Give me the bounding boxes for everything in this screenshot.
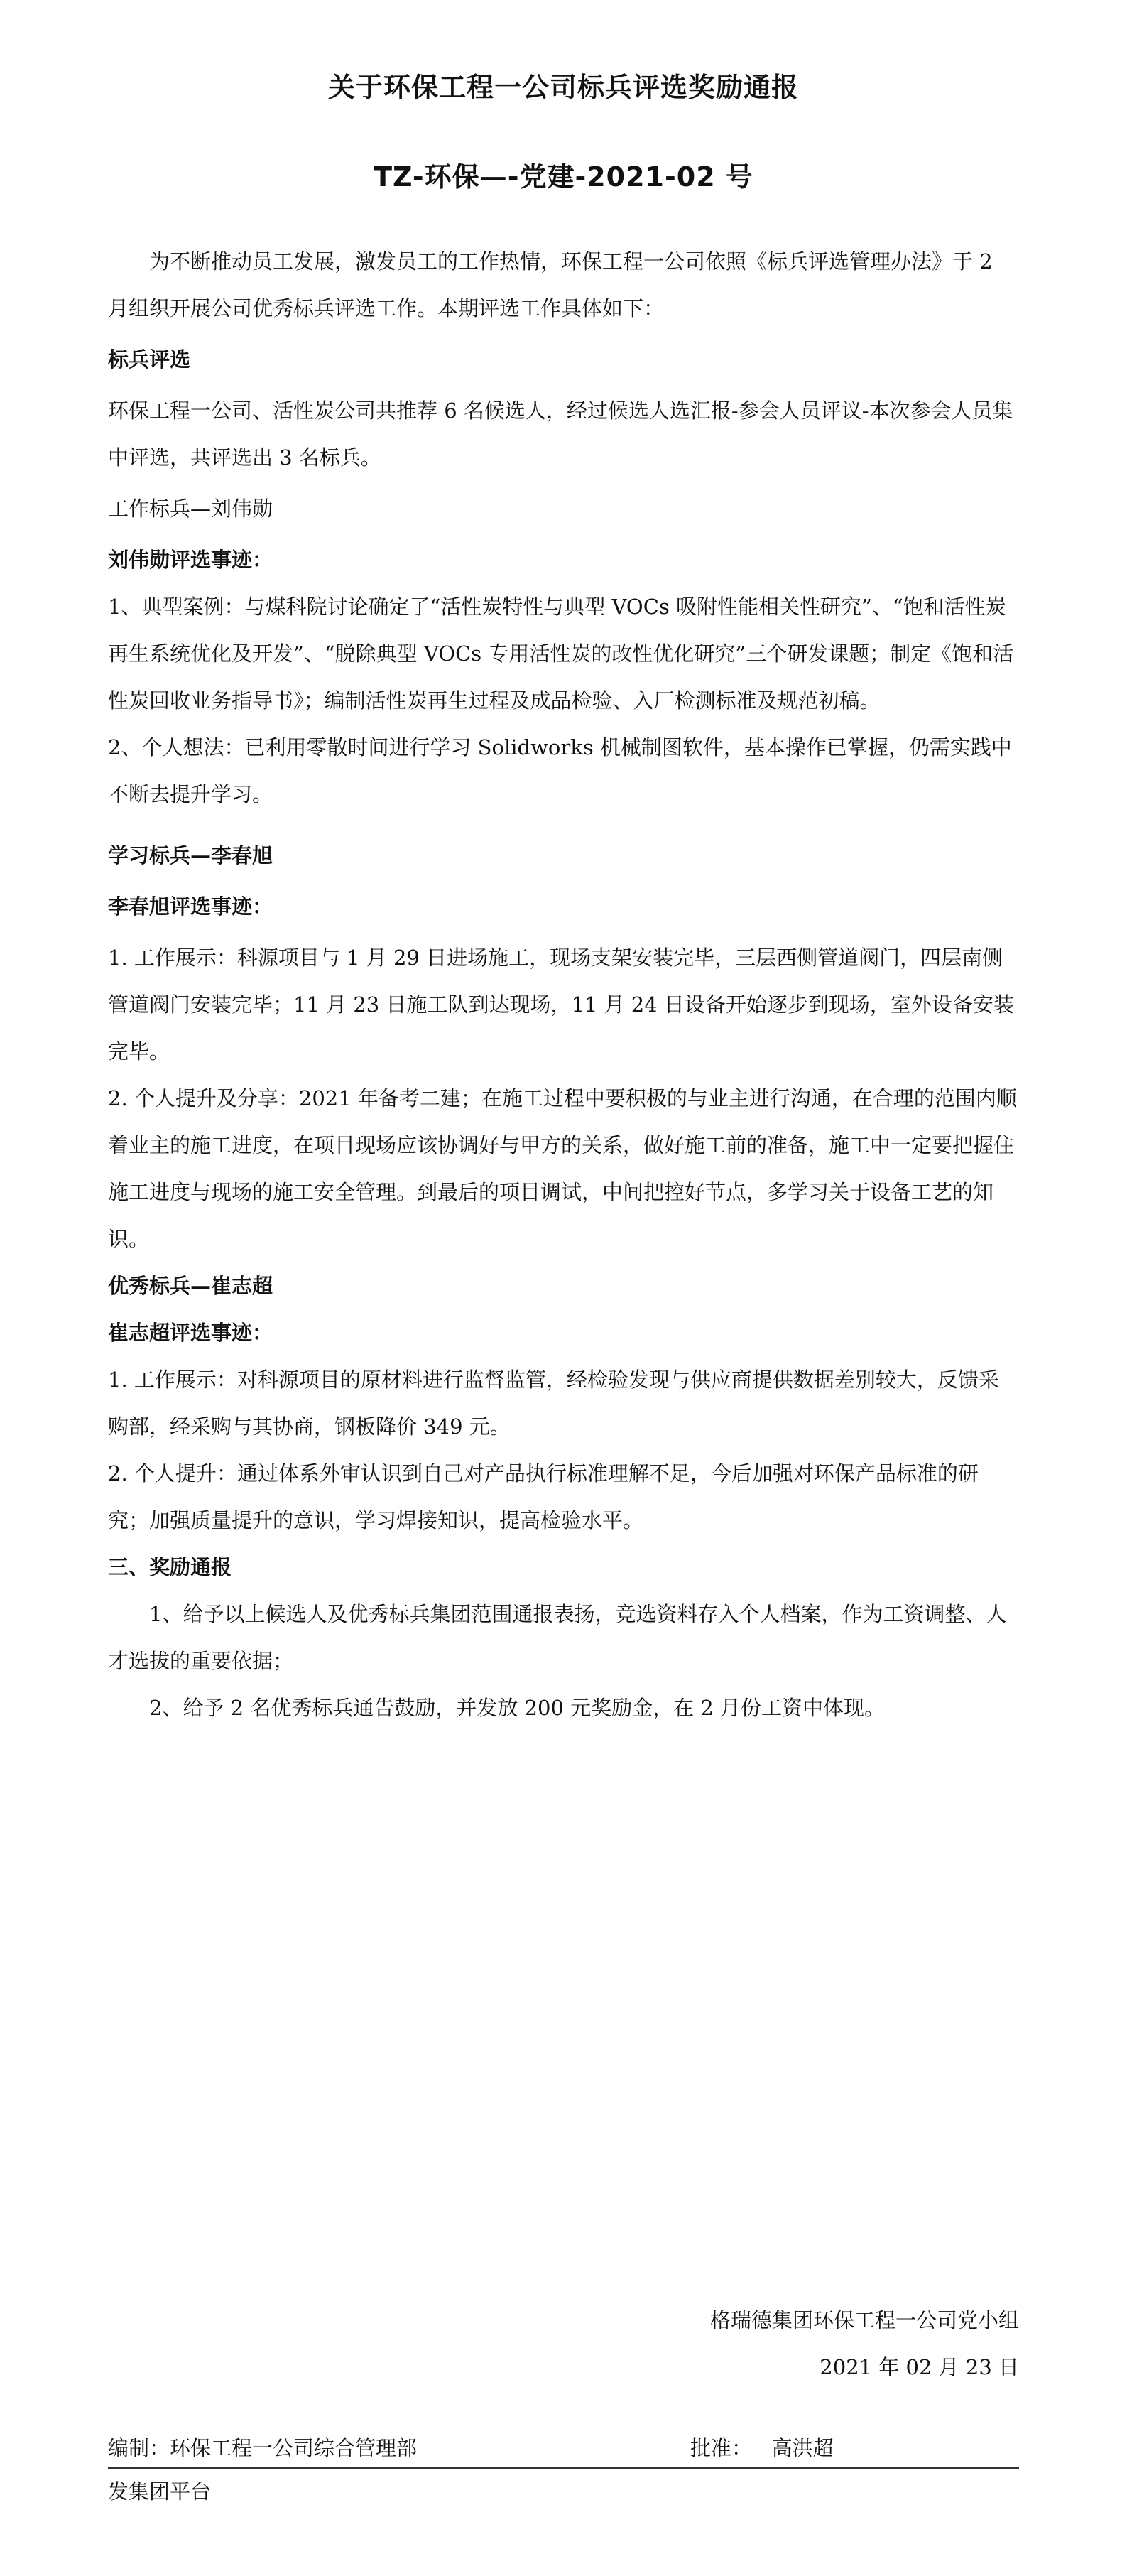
footer-row: [108, 2434, 1019, 2462]
study-model-item-1: 1. 工作展示：科源项目与 1 月 29 日进场施工，现场支架安装完毕，三层西侧管道阀门，四层南侧管道阀门安装完毕；11 月 23 日施工队到达现场，11 月 24 日设备开始逐步到现场，室外设备安装完毕。: [108, 946, 1014, 1064]
footer-approved-by: 批准： 高洪超: [690, 2436, 834, 2460]
reward-item-1: 1、给予以上候选人及优秀标兵集团范围通报表扬，竞选资料存入个人档案，作为工资调整、人才选拔的重要依据；: [108, 1602, 1007, 1673]
work-model-title: 工作标兵—刘伟勋: [108, 497, 273, 521]
work-model-item-1: 1、典型案例：与煤科院讨论确定了“活性炭特性与典型 VOCs 吸附性能相关性研究”、“饱和活性炭再生系统优化及开发”、“脱除典型 VOCs 专用活性炭的改性优化研究”三个研发课题；制定《饱和活性炭回收业务指导书》；编制活性炭再生过程及成品检验、入厂检测标准及规范初稿。: [108, 595, 1014, 713]
selection-paragraph: 环保工程一公司、活性炭公司共推荐 6 名候选人，经过候选人选汇报-参会人员评议-本次参会人员集中评选，共评选出 3 名标兵。: [108, 399, 1013, 470]
study-model-title: 学习标兵—李春旭: [108, 843, 273, 867]
excellent-model-item-1: 1. 工作展示：对科源项目的原材料进行监督监管，经检验发现与供应商提供数据差别较大，反馈采购部，经采购与其协商，钢板降价 349 元。: [108, 1368, 999, 1439]
work-model-subheading: 刘伟勋评选事迹：: [108, 548, 273, 572]
footer-divider: [108, 2467, 1019, 2469]
study-model-item-2: 2. 个人提升及分享：2021 年备考二建；在施工过程中要积极的与业主进行沟通，在合理的范围内顺着业主的施工进度，在项目现场应该协调好与甲方的关系，做好施工前的准备，施工中一定要把握住施工进度与现场的施工安全管理。到最后的项目调试，中间把控好节点，多学习关于设备工艺的知识。: [108, 1086, 1017, 1251]
study-model-subheading: 李春旭评选事迹：: [108, 894, 273, 919]
section-heading-selection: 标兵评选: [108, 347, 191, 372]
excellent-model-subheading: 崔志超评选事迹：: [108, 1321, 273, 1345]
document-body: [108, 238, 1019, 1731]
excellent-model-title: 优秀标兵—崔志超: [108, 1274, 273, 1298]
excellent-model-item-2: 2. 个人提升：通过体系外审认识到自己对产品执行标准理解不足，今后加强对环保产品标准的研究；加强质量提升的意识，学习焊接知识，提高检验水平。: [108, 1461, 979, 1532]
document-number: TZ-环保—-党建-2021-02 号: [374, 161, 753, 193]
footer-compiled-by: 编制：环保工程一公司综合管理部: [108, 2436, 418, 2460]
signature-organization: 格瑞德集团环保工程一公司党小组: [709, 2308, 1019, 2332]
section-heading-reward: 三、奖励通报: [108, 1555, 232, 1579]
document-title: 关于环保工程一公司标兵评选奖励通报: [327, 72, 799, 103]
signature-date: 2021 年 02 月 23 日: [820, 2355, 1019, 2379]
footer-distribution: 发集团平台: [108, 2479, 212, 2504]
intro-paragraph: 为不断推动员工发展，激发员工的工作热情，环保工程一公司依照《标兵评选管理办法》于 2 月组织开展公司优秀标兵评选工作。本期评选工作具体如下：: [108, 249, 993, 320]
reward-item-2: 2、给予 2 名优秀标兵通告鼓励，并发放 200 元奖励金，在 2 月份工资中体现。: [149, 1696, 886, 1720]
work-model-item-2: 2、个人想法：已利用零散时间进行学习 Solidworks 机械制图软件，基本操作已掌握，仍需实践中不断去提升学习。: [108, 735, 1012, 806]
